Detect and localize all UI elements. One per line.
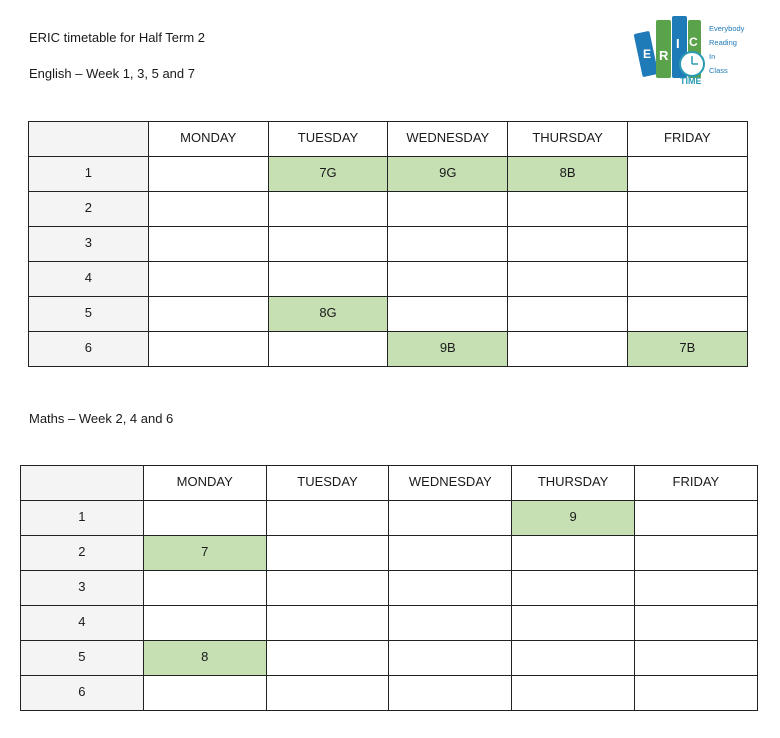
- table-cell: [388, 227, 508, 262]
- table-cell: [266, 501, 389, 536]
- table-cell: [148, 192, 268, 227]
- day-header: TUESDAY: [268, 122, 388, 157]
- logo-time-text: TIME: [680, 76, 702, 86]
- table-row: [21, 501, 758, 536]
- table-cell: 9B: [388, 332, 508, 367]
- table-cell: [627, 227, 747, 262]
- header-row: [29, 122, 748, 157]
- table-cell: 9G: [388, 157, 508, 192]
- table-cell: [266, 606, 389, 641]
- english-subtitle: English – Week 1, 3, 5 and 7: [29, 66, 195, 81]
- period-label: 1: [29, 157, 149, 192]
- period-label: 4: [29, 262, 149, 297]
- period-label: 2: [29, 192, 149, 227]
- table-cell: [268, 227, 388, 262]
- table-cell: [266, 536, 389, 571]
- table-row: [29, 227, 748, 262]
- table-cell: [388, 262, 508, 297]
- table-cell: [266, 641, 389, 676]
- logo-word: Class: [709, 66, 728, 75]
- table-cell: [389, 641, 512, 676]
- table-row: [29, 332, 748, 367]
- day-header: FRIDAY: [627, 122, 747, 157]
- corner-cell: [21, 466, 144, 501]
- table-cell: 9: [512, 501, 635, 536]
- table-cell: [389, 571, 512, 606]
- table-cell: 7: [143, 536, 266, 571]
- period-label: 6: [29, 332, 149, 367]
- table-cell: 7B: [627, 332, 747, 367]
- table-cell: [388, 192, 508, 227]
- table-cell: [389, 676, 512, 711]
- table-cell: [148, 157, 268, 192]
- table-cell: [148, 227, 268, 262]
- table-cell: [148, 262, 268, 297]
- table-row: [21, 676, 758, 711]
- table-cell: [512, 571, 635, 606]
- logo-word: In: [709, 52, 716, 61]
- table-row: [21, 606, 758, 641]
- table-cell: [627, 297, 747, 332]
- table-cell: [508, 192, 628, 227]
- period-label: 2: [21, 536, 144, 571]
- table-cell: [634, 501, 757, 536]
- table-cell: [143, 501, 266, 536]
- day-header: MONDAY: [148, 122, 268, 157]
- logo-letter-r: R: [659, 48, 669, 63]
- table-cell: [268, 262, 388, 297]
- table-cell: [143, 606, 266, 641]
- table-row: [21, 571, 758, 606]
- table-cell: 8: [143, 641, 266, 676]
- table-row: [29, 192, 748, 227]
- table-cell: [148, 297, 268, 332]
- period-label: 4: [21, 606, 144, 641]
- table-cell: [634, 676, 757, 711]
- table-cell: [143, 676, 266, 711]
- logo-word: Reading: [709, 38, 737, 47]
- table-cell: [266, 676, 389, 711]
- table-cell: [508, 262, 628, 297]
- table-cell: 8G: [268, 297, 388, 332]
- table-cell: [634, 606, 757, 641]
- table-cell: [508, 297, 628, 332]
- table-cell: [634, 571, 757, 606]
- table-cell: 7G: [268, 157, 388, 192]
- table-cell: [266, 571, 389, 606]
- period-label: 5: [21, 641, 144, 676]
- day-header: THURSDAY: [512, 466, 635, 501]
- table-cell: [512, 641, 635, 676]
- table-cell: [627, 157, 747, 192]
- table-cell: [634, 536, 757, 571]
- table-cell: [512, 606, 635, 641]
- period-label: 1: [21, 501, 144, 536]
- table-cell: [388, 297, 508, 332]
- table-row: [21, 641, 758, 676]
- logo-words: [709, 22, 744, 78]
- table-cell: [634, 641, 757, 676]
- maths-subtitle: Maths – Week 2, 4 and 6: [29, 411, 174, 426]
- table-row: [29, 262, 748, 297]
- logo-letter-i: I: [676, 36, 680, 51]
- period-label: 5: [29, 297, 149, 332]
- table-cell: [143, 571, 266, 606]
- table-cell: [512, 536, 635, 571]
- table-cell: [512, 676, 635, 711]
- day-header: TUESDAY: [266, 466, 389, 501]
- period-label: 6: [21, 676, 144, 711]
- table-cell: 8B: [508, 157, 628, 192]
- logo-letter-e: E: [643, 47, 652, 61]
- period-label: 3: [21, 571, 144, 606]
- period-label: 3: [29, 227, 149, 262]
- table-cell: [268, 332, 388, 367]
- table-row: [21, 536, 758, 571]
- table-cell: [148, 332, 268, 367]
- table-row: [29, 297, 748, 332]
- day-header: MONDAY: [143, 466, 266, 501]
- maths-timetable: [20, 465, 758, 711]
- english-timetable: [28, 121, 748, 367]
- table-cell: [627, 262, 747, 297]
- table-cell: [627, 192, 747, 227]
- header-row: [21, 466, 758, 501]
- logo-letter-c: C: [689, 35, 698, 49]
- table-cell: [268, 192, 388, 227]
- table-cell: [389, 606, 512, 641]
- day-header: WEDNESDAY: [388, 122, 508, 157]
- table-cell: [389, 501, 512, 536]
- page-title: ERIC timetable for Half Term 2: [29, 30, 206, 45]
- day-header: FRIDAY: [634, 466, 757, 501]
- table-row: [29, 157, 748, 192]
- day-header: THURSDAY: [508, 122, 628, 157]
- table-cell: [389, 536, 512, 571]
- table-cell: [508, 227, 628, 262]
- table-cell: [508, 332, 628, 367]
- day-header: WEDNESDAY: [389, 466, 512, 501]
- corner-cell: [29, 122, 149, 157]
- logo-word: Everybody: [709, 24, 745, 33]
